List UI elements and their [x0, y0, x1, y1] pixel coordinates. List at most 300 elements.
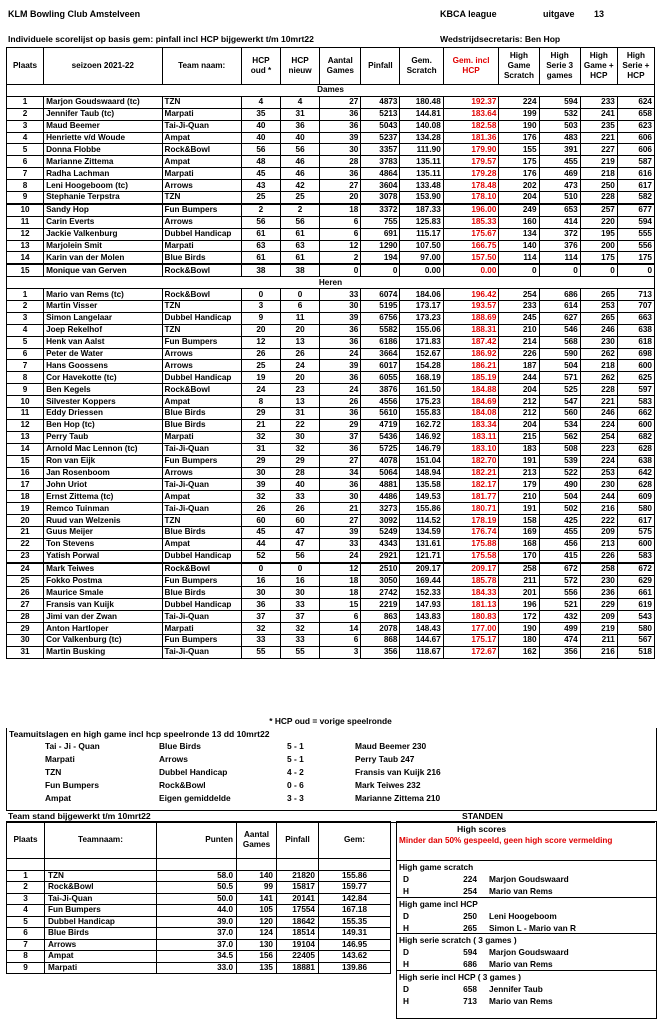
player-name: Mario van Rems (tc) [44, 289, 162, 301]
high-serie-hcp: 628 [617, 443, 654, 455]
high-score-value: 265 [463, 923, 477, 933]
hcp-new: 56 [281, 144, 320, 156]
games-count: 24 [320, 550, 361, 562]
high-scores-title: High scores [457, 824, 507, 834]
team-name: Arrows [162, 180, 241, 192]
avg-scratch: 97.00 [400, 252, 443, 264]
column-header: Team naam: [162, 48, 241, 85]
high-game-hcp: 211 [580, 634, 617, 646]
high-serie-hcp: 713 [617, 289, 654, 301]
high-serie-hcp: 619 [617, 599, 654, 611]
stand-team: Arrows [45, 939, 157, 951]
stand-points: 44.0 [157, 905, 237, 917]
games-count: 30 [320, 144, 361, 156]
high-serie: 455 [539, 156, 580, 168]
stand-pinfall: 18881 [277, 962, 319, 974]
avg-scratch: 146.92 [400, 431, 443, 443]
hcp-old: 60 [241, 515, 280, 527]
rank: 2 [7, 108, 44, 120]
hcp-old: 30 [241, 587, 280, 599]
individual-score-table [6, 47, 655, 659]
hcp-old: 30 [241, 467, 280, 479]
high-game-scratch: 170 [499, 550, 539, 562]
player-name: Henriette v/d Woude [44, 132, 162, 144]
hcp-old: 38 [241, 264, 280, 276]
high-serie: 0 [539, 264, 580, 276]
stand-column-header: Teamnaam: [45, 822, 157, 859]
hcp-new: 22 [281, 419, 320, 431]
high-serie: 425 [539, 515, 580, 527]
rank: 10 [7, 396, 44, 408]
high-serie-hcp: 677 [617, 204, 654, 216]
high-game-scratch: 190 [499, 120, 539, 132]
high-score-player: Mario van Rems [489, 959, 553, 969]
avg-incl-hcp: 175.17 [443, 634, 499, 646]
avg-scratch: 155.86 [400, 503, 443, 515]
player-row [7, 396, 655, 408]
avg-scratch: 173.23 [400, 312, 443, 324]
pinfall: 4873 [361, 96, 400, 108]
team-stand-headers [7, 822, 391, 859]
pinfall: 2510 [361, 563, 400, 575]
pinfall: 5064 [361, 467, 400, 479]
hcp-new: 29 [281, 455, 320, 467]
avg-scratch: 187.33 [400, 204, 443, 216]
high-game-scratch: 202 [499, 180, 539, 192]
group-header-row [7, 85, 655, 97]
high-serie: 590 [539, 348, 580, 360]
rank: 8 [7, 180, 44, 192]
stand-pinfall: 18514 [277, 928, 319, 940]
avg-scratch: 149.53 [400, 491, 443, 503]
hcp-old: 48 [241, 156, 280, 168]
high-serie-hcp: 583 [617, 550, 654, 562]
footnote: * HCP oud = vorige speelronde [269, 716, 392, 726]
high-serie: 594 [539, 96, 580, 108]
team-name: TZN [162, 192, 241, 204]
player-row [7, 156, 655, 168]
avg-scratch: 168.19 [400, 372, 443, 384]
rank: 4 [7, 324, 44, 336]
avg-scratch: 152.67 [400, 348, 443, 360]
games-count: 12 [320, 563, 361, 575]
games-count: 24 [320, 384, 361, 396]
player-name: Cor Valkenburg (tc) [44, 634, 162, 646]
rank: 21 [7, 526, 44, 538]
stand-team: Fun Bumpers [45, 905, 157, 917]
hcp-new: 24 [281, 360, 320, 372]
high-game-scratch: 226 [499, 348, 539, 360]
high-serie-hcp: 625 [617, 372, 654, 384]
pinfall: 4343 [361, 538, 400, 550]
high-serie-hcp: 672 [617, 563, 654, 575]
high-serie: 525 [539, 384, 580, 396]
hcp-new: 13 [281, 336, 320, 348]
team-name: Dubbel Handicap [162, 599, 241, 611]
high-score-player: Simon L - Mario van R [489, 923, 576, 933]
high-serie-hcp: 587 [617, 156, 654, 168]
hcp-new: 20 [281, 324, 320, 336]
player-name: Donna Flobbe [44, 144, 162, 156]
high-game-hcp: 226 [580, 550, 617, 562]
rank: 29 [7, 623, 44, 635]
high-serie: 546 [539, 324, 580, 336]
high-serie: 432 [539, 611, 580, 623]
hcp-new: 47 [281, 526, 320, 538]
games-count: 18 [320, 587, 361, 599]
pinfall: 3357 [361, 144, 400, 156]
stand-pinfall: 15817 [277, 882, 319, 894]
hcp-old: 40 [241, 132, 280, 144]
player-name: Ruud van Welzenis [44, 515, 162, 527]
avg-incl-hcp: 184.69 [443, 396, 499, 408]
games-count: 30 [320, 491, 361, 503]
stand-pinfall: 19104 [277, 939, 319, 951]
high-score-gender: D [403, 984, 409, 994]
high-game-hcp: 254 [580, 431, 617, 443]
column-header: Aantal Games [320, 48, 361, 85]
rank: 3 [7, 120, 44, 132]
high-serie: 522 [539, 467, 580, 479]
avg-scratch: 154.28 [400, 360, 443, 372]
high-game-player: Fransis van Kuijk 216 [355, 767, 441, 777]
stand-row [7, 939, 391, 951]
stand-rank: 9 [7, 962, 45, 974]
stand-spacer-row [7, 859, 391, 871]
club-name: KLM Bowling Club Amstelveen [8, 9, 141, 19]
team-name: Marpati [162, 168, 241, 180]
high-serie-hcp: 638 [617, 324, 654, 336]
avg-incl-hcp: 186.92 [443, 348, 499, 360]
player-name: Carin Everts [44, 216, 162, 228]
avg-incl-hcp: 183.34 [443, 419, 499, 431]
player-row [7, 611, 655, 623]
high-game-hcp: 223 [580, 443, 617, 455]
rank: 2 [7, 301, 44, 313]
player-row [7, 408, 655, 420]
avg-incl-hcp: 184.33 [443, 587, 499, 599]
high-game-hcp: 221 [580, 396, 617, 408]
rank: 7 [7, 168, 44, 180]
rank: 12 [7, 419, 44, 431]
hcp-old: 56 [241, 144, 280, 156]
team-name: Fun Bumpers [162, 204, 241, 216]
high-game-hcp: 265 [580, 312, 617, 324]
match-score: 0 - 6 [287, 780, 304, 790]
rank: 12 [7, 228, 44, 240]
high-score-player: Marjon Goudswaard [489, 947, 569, 957]
rank: 18 [7, 491, 44, 503]
avg-scratch: 131.61 [400, 538, 443, 550]
home-team: Ampat [45, 793, 72, 803]
high-serie-hcp: 663 [617, 312, 654, 324]
high-serie: 391 [539, 144, 580, 156]
avg-scratch: 135.58 [400, 479, 443, 491]
player-row [7, 216, 655, 228]
player-name: Maud Beemer [44, 120, 162, 132]
avg-scratch: 115.17 [400, 228, 443, 240]
player-row [7, 526, 655, 538]
avg-incl-hcp: 172.67 [443, 646, 499, 658]
high-game-scratch: 201 [499, 587, 539, 599]
pinfall: 5195 [361, 301, 400, 313]
rank: 15 [7, 264, 44, 276]
high-serie-hcp: 616 [617, 168, 654, 180]
pinfall: 356 [361, 646, 400, 658]
high-game-scratch: 214 [499, 336, 539, 348]
avg-incl-hcp: 180.71 [443, 503, 499, 515]
avg-incl-hcp: 193.57 [443, 301, 499, 313]
edition-number: 13 [594, 9, 605, 19]
hcp-old: 20 [241, 324, 280, 336]
high-game-player: Marianne Zittema 210 [355, 793, 441, 803]
high-game-scratch: 134 [499, 228, 539, 240]
team-name: Ampat [162, 396, 241, 408]
games-count: 20 [320, 192, 361, 204]
team-name: Dubbel Handicap [162, 228, 241, 240]
hcp-old: 44 [241, 538, 280, 550]
avg-incl-hcp: 192.37 [443, 96, 499, 108]
high-game-scratch: 213 [499, 467, 539, 479]
games-count: 12 [320, 240, 361, 252]
hcp-new: 6 [281, 301, 320, 313]
hcp-old: 8 [241, 396, 280, 408]
home-team: Marpati [45, 754, 75, 764]
avg-incl-hcp: 179.57 [443, 156, 499, 168]
hcp-old: 61 [241, 252, 280, 264]
high-game-hcp: 253 [580, 467, 617, 479]
high-score-gender: H [403, 886, 409, 896]
avg-incl-hcp: 179.28 [443, 168, 499, 180]
hcp-old: 25 [241, 360, 280, 372]
column-header: Plaats [7, 48, 44, 85]
avg-scratch: 148.43 [400, 623, 443, 635]
avg-scratch: 0.00 [400, 264, 443, 276]
player-name: Simon Langelaar [44, 312, 162, 324]
avg-scratch: 175.23 [400, 396, 443, 408]
team-name: Arrows [162, 360, 241, 372]
hcp-new: 4 [281, 96, 320, 108]
high-serie-hcp: 556 [617, 240, 654, 252]
column-header: Gem. Scratch [400, 48, 443, 85]
hcp-old: 24 [241, 384, 280, 396]
pinfall: 3273 [361, 503, 400, 515]
player-name: Silvester Koppers [44, 396, 162, 408]
games-count: 39 [320, 526, 361, 538]
team-name: Tai-Ji-Quan [162, 503, 241, 515]
high-game-hcp: 229 [580, 599, 617, 611]
avg-scratch: 209.17 [400, 563, 443, 575]
high-game-scratch: 175 [499, 156, 539, 168]
high-game-hcp: 253 [580, 301, 617, 313]
games-count: 36 [320, 108, 361, 120]
games-count: 21 [320, 503, 361, 515]
high-game-scratch: 245 [499, 312, 539, 324]
high-serie-hcp: 707 [617, 301, 654, 313]
avg-incl-hcp: 182.21 [443, 467, 499, 479]
high-game-hcp: 246 [580, 324, 617, 336]
stand-games: 140 [237, 870, 277, 882]
high-score-section-divider [397, 933, 656, 934]
high-game-scratch: 249 [499, 204, 539, 216]
pinfall: 2742 [361, 587, 400, 599]
high-serie: 483 [539, 132, 580, 144]
player-name: Henk van Aalst [44, 336, 162, 348]
games-count: 33 [320, 538, 361, 550]
match-score: 5 - 1 [287, 741, 304, 751]
avg-incl-hcp: 175.67 [443, 228, 499, 240]
pinfall: 3372 [361, 204, 400, 216]
stand-pinfall: 17554 [277, 905, 319, 917]
hcp-new: 56 [281, 550, 320, 562]
games-count: 34 [320, 467, 361, 479]
player-row [7, 252, 655, 264]
home-team: TZN [45, 767, 62, 777]
high-serie: 456 [539, 538, 580, 550]
avg-scratch: 180.48 [400, 96, 443, 108]
hcp-new: 32 [281, 623, 320, 635]
stand-rank: 5 [7, 916, 45, 928]
player-row [7, 264, 655, 276]
avg-incl-hcp: 183.10 [443, 443, 499, 455]
high-serie-hcp: 623 [617, 120, 654, 132]
high-serie: 504 [539, 491, 580, 503]
player-row [7, 491, 655, 503]
team-name: Fun Bumpers [162, 575, 241, 587]
high-game-scratch: 191 [499, 503, 539, 515]
high-game-scratch: 224 [499, 96, 539, 108]
games-count: 36 [320, 336, 361, 348]
hcp-new: 61 [281, 252, 320, 264]
player-name: Marianne Zittema [44, 156, 162, 168]
player-name: Martin Busking [44, 646, 162, 658]
stand-row [7, 882, 391, 894]
team-name: TZN [162, 515, 241, 527]
stand-points: 50.5 [157, 882, 237, 894]
rank: 6 [7, 348, 44, 360]
games-count: 2 [320, 252, 361, 264]
player-row [7, 168, 655, 180]
player-row [7, 301, 655, 313]
high-serie-hcp: 617 [617, 515, 654, 527]
hcp-new: 11 [281, 312, 320, 324]
hcp-new: 26 [281, 348, 320, 360]
games-count: 37 [320, 431, 361, 443]
away-team: Dubbel Handicap [159, 767, 228, 777]
hcp-new: 20 [281, 372, 320, 384]
high-game-hcp: 262 [580, 372, 617, 384]
team-name: Marpati [162, 240, 241, 252]
pinfall: 863 [361, 611, 400, 623]
high-game-hcp: 236 [580, 587, 617, 599]
hcp-old: 37 [241, 611, 280, 623]
hcp-old: 43 [241, 180, 280, 192]
team-name: Tai-Ji-Quan [162, 120, 241, 132]
hcp-new: 37 [281, 611, 320, 623]
high-serie-hcp: 175 [617, 252, 654, 264]
player-name: Yatish Porwal [44, 550, 162, 562]
avg-scratch: 118.67 [400, 646, 443, 658]
avg-incl-hcp: 184.88 [443, 384, 499, 396]
pinfall: 4078 [361, 455, 400, 467]
high-game-hcp: 228 [580, 384, 617, 396]
hcp-old: 3 [241, 301, 280, 313]
player-name: Anton Hartloper [44, 623, 162, 635]
rank: 7 [7, 360, 44, 372]
high-game-hcp: 216 [580, 646, 617, 658]
rank: 8 [7, 372, 44, 384]
stand-games: 141 [237, 893, 277, 905]
avg-incl-hcp: 177.00 [443, 623, 499, 635]
games-count: 30 [320, 301, 361, 313]
high-serie-hcp: 658 [617, 108, 654, 120]
high-game-hcp: 175 [580, 252, 617, 264]
high-score-player: Mario van Rems [489, 886, 553, 896]
high-serie: 469 [539, 168, 580, 180]
avg-incl-hcp: 184.08 [443, 408, 499, 420]
high-game-scratch: 183 [499, 443, 539, 455]
stand-average: 155.35 [319, 916, 391, 928]
away-team: Arrows [159, 754, 188, 764]
hcp-old: 63 [241, 240, 280, 252]
high-serie-hcp: 662 [617, 408, 654, 420]
pinfall: 868 [361, 634, 400, 646]
stand-points: 34.5 [157, 951, 237, 963]
hcp-old: 29 [241, 408, 280, 420]
high-serie: 114 [539, 252, 580, 264]
avg-incl-hcp: 178.19 [443, 515, 499, 527]
high-game-hcp: 246 [580, 408, 617, 420]
player-name: Ron van Eijk [44, 455, 162, 467]
pinfall: 3876 [361, 384, 400, 396]
list-subtitle: Individuele scorelijst op basis gem: pinfall incl HCP bijgewerkt t/m 10mrt22 [8, 34, 314, 44]
high-game-hcp: 224 [580, 455, 617, 467]
high-game-hcp: 200 [580, 240, 617, 252]
high-serie-hcp: 575 [617, 526, 654, 538]
hcp-new: 28 [281, 467, 320, 479]
team-name: Ampat [162, 156, 241, 168]
player-name: Perry Taub [44, 431, 162, 443]
rank: 30 [7, 634, 44, 646]
high-score-player: Jennifer Taub [489, 984, 543, 994]
hcp-old: 31 [241, 443, 280, 455]
column-header: High Serie 3 games [539, 48, 580, 85]
high-serie-hcp: 580 [617, 623, 654, 635]
stand-average: 143.62 [319, 951, 391, 963]
hcp-new: 47 [281, 538, 320, 550]
team-name: Tai-Ji-Quan [162, 611, 241, 623]
player-row [7, 575, 655, 587]
games-count: 33 [320, 289, 361, 301]
high-score-gender: D [403, 911, 409, 921]
high-serie: 415 [539, 550, 580, 562]
column-header: High Game + HCP [580, 48, 617, 85]
games-count: 36 [320, 168, 361, 180]
games-count: 24 [320, 348, 361, 360]
team-name: Rock&Bowl [162, 289, 241, 301]
high-score-section-label: High game incl HCP [399, 899, 478, 909]
stand-column-header: Aantal Games [237, 822, 277, 859]
hcp-new: 32 [281, 443, 320, 455]
stand-rank: 3 [7, 893, 45, 905]
column-header: HCP oud * [241, 48, 280, 85]
match-score: 4 - 2 [287, 767, 304, 777]
team-name: Rock&Bowl [162, 384, 241, 396]
avg-scratch: 107.50 [400, 240, 443, 252]
hcp-old: 0 [241, 563, 280, 575]
high-score-section-divider [397, 860, 656, 861]
player-row [7, 132, 655, 144]
